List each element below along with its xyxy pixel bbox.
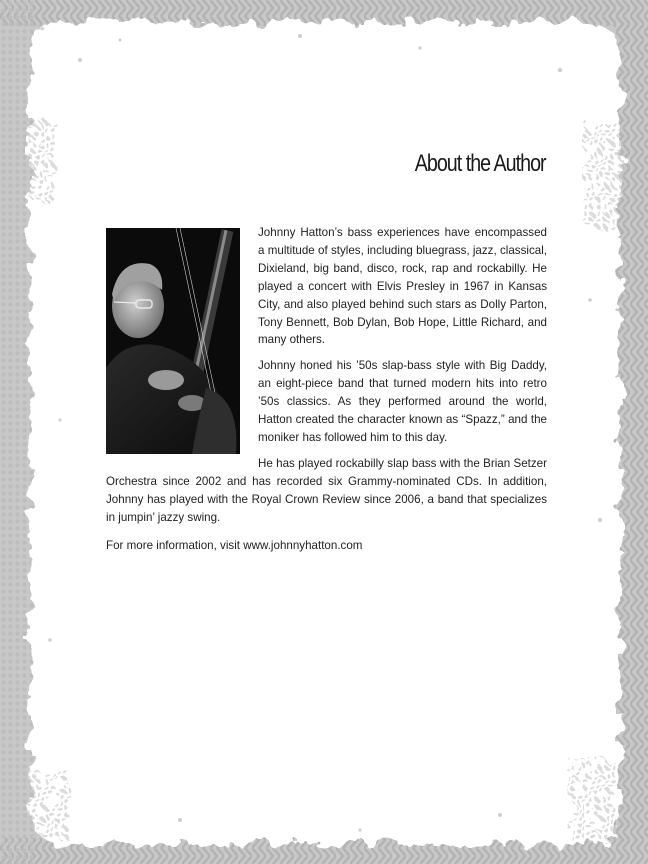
author-bio xyxy=(106,224,547,562)
author-photo xyxy=(106,228,240,454)
bio-paragraph: Johnny Hatton’s bass experiences have encompassed a multitude of styles, including bluegrass, jazz, classical, Dixieland, big band, disco, rock, rap and rockabilly. He played a concert with Elvis Presley in 1967 in Kansas City, and also played behind such stars as Dolly Parton, Tony Bennett, Bob Dylan, Bob Hope, Little Richard, and many others. xyxy=(258,226,547,347)
page-title: About the Author xyxy=(415,150,546,177)
bio-paragraph: Johnny honed his ’50s slap-bass style with Big Daddy, an eight-piece band that turned modern hits into retro ’50s classics. As they performed around the world, Hatton created the character known as “Spazz,” and the moniker has followed him to this day. xyxy=(258,359,547,444)
more-info-line: For more information, visit www.johnnyhatton.com xyxy=(106,538,363,552)
bio-paragraph: He has played rockabilly slap bass with the Brian Setzer Orchestra since 2002 and has recorded six Grammy-nominated CDs. In addition, Johnny has played with the Royal Crown Review since 2006, a band that specializes in jumpin’ jazzy swing. xyxy=(106,456,547,524)
